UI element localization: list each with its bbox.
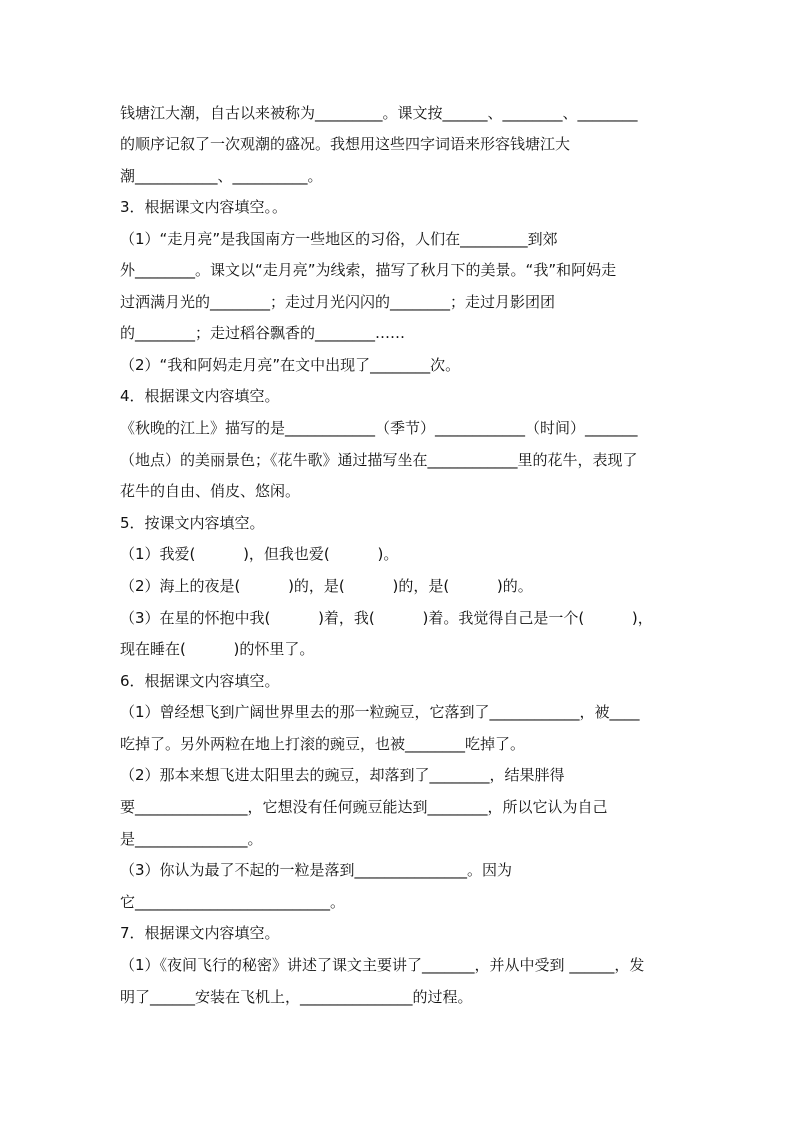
- text-line: 潮___________、__________。: [120, 167, 323, 185]
- text-segment: 的顺序记叙了一次观潮的盛况。我想用这些四字词语来形容钱塘江大: [120, 135, 571, 153]
- text-line: 现在睡在( )的怀里了。: [120, 640, 315, 658]
- text-line: （1）我爱( )，但我也爱( )。: [120, 545, 399, 563]
- text-line: [120, 289, 676, 315]
- text-line: [120, 415, 676, 441]
- question-heading: 3．根据课文内容填空。。: [120, 198, 288, 216]
- text-segment: （1）“走月亮”是我国南方一些地区的习俗，人们在_________到郊: [120, 230, 558, 248]
- question-heading: 5．按课文内容填空。: [120, 514, 265, 532]
- question-heading: 7．根据课文内容填空。: [120, 924, 280, 942]
- text-segment: 过洒满月光的________；走过月光闪闪的________；走过月影团团: [120, 293, 556, 311]
- text-segment: 外________。课文以“走月亮”为线索，描写了秋月下的美景。“我”和阿妈走: [120, 261, 617, 279]
- text-line: [120, 131, 676, 157]
- text-line: （2）海上的夜是( )的，是( )的，是( )的。: [120, 577, 533, 595]
- text-line: [120, 226, 676, 252]
- text-line: [120, 257, 676, 283]
- text-segment: （1）曾经想飞到广阔世界里去的那一粒豌豆，它落到了____________，被____: [120, 703, 640, 721]
- question-heading: 4．根据课文内容填空。: [120, 387, 280, 405]
- text-segment: （1）《夜间飞行的秘密》讲述了课文主要讲了_______，并从中受到 ______，发: [120, 956, 645, 974]
- text-line: （3）你认为最了不起的一粒是落到_______________。因为: [120, 861, 513, 879]
- text-line: [120, 952, 676, 978]
- text-line: 吃掉了。另外两粒在地上打滚的豌豆，也被________吃掉了。: [120, 735, 526, 753]
- text-segment: （3）在星的怀抱中我( )着，我( )着。我觉得自己是一个( )，: [120, 609, 653, 627]
- text-line: （2）那本来想飞进太阳里去的豌豆，却落到了________，结果胖得: [120, 766, 565, 784]
- text-line: 它__________________________。: [120, 893, 346, 911]
- text-line: [120, 447, 676, 473]
- text-line: 的________；走过稻谷飘香的________……: [120, 324, 406, 342]
- text-line: 明了______安装在飞机上，_______________的过程。: [120, 988, 473, 1006]
- text-line: 是_______________。: [120, 830, 263, 848]
- question-heading: 6．根据课文内容填空。: [120, 672, 280, 690]
- text-line: （2）“我和阿妈走月亮”在文中出现了________次。: [120, 356, 461, 374]
- text-line: [120, 605, 676, 631]
- text-line: [120, 699, 676, 725]
- text-line: [120, 100, 676, 126]
- text-segment: 《秋晚的江上》描写的是____________（季节）____________（时间）_______: [120, 419, 638, 437]
- text-line: 要_______________，它想没有任何豌豆能达到________，所以它认为自己: [120, 798, 608, 816]
- text-line: 花牛的自由、俏皮、悠闲。: [120, 482, 301, 500]
- text-segment: 钱塘江大潮，自古以来被称为_________。课文按______、________、________: [120, 104, 638, 122]
- text-segment: （地点）的美丽景色；《花牛歌》通过描写坐在____________里的花牛，表现了: [120, 451, 638, 469]
